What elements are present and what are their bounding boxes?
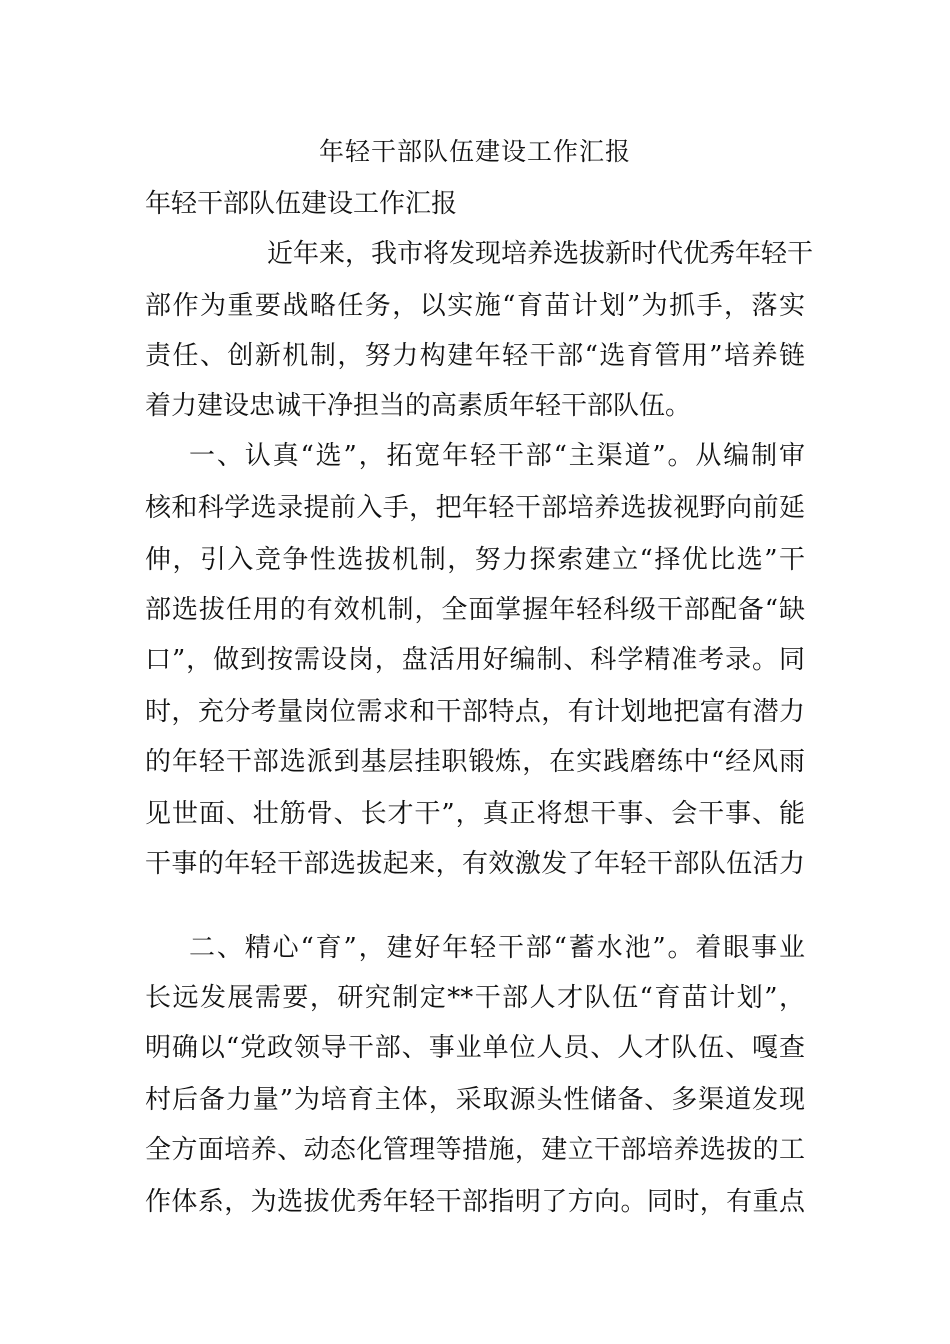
- paragraph-line: 核和科学选录提前入手，把年轻干部培养选拔视野向前延: [145, 493, 805, 523]
- paragraph-line: 伸，引入竞争性选拔机制，努力探索建立“择优比选”干: [145, 545, 805, 575]
- paragraph-line: 长远发展需要，研究制定**干部人才队伍“育苗计划”，: [145, 983, 805, 1013]
- paragraph-line: 近年来，我市将发现培养选拔新时代优秀年轻干: [267, 239, 814, 269]
- paragraph-line: 时，充分考量岗位需求和干部特点，有计划地把富有潜力: [145, 697, 805, 727]
- paragraph-line: 作体系，为选拔优秀年轻干部指明了方向。同时，有重点: [145, 1187, 805, 1217]
- document-title: 年轻干部队伍建设工作汇报: [318, 137, 631, 166]
- paragraph-line: 村后备力量”为培育主体，采取源头性储备、多渠道发现: [145, 1085, 805, 1115]
- paragraph-line: 见世面、壮筋骨、长才干”，真正将想干事、会干事、能: [145, 799, 805, 829]
- paragraph-line: 的年轻干部选派到基层挂职锻炼，在实践磨练中“经风雨: [145, 747, 805, 777]
- paragraph-line: 责任、创新机制，努力构建年轻干部“选育管用”培养链: [145, 341, 805, 371]
- paragraph-line: 干事的年轻干部选拔起来，有效激发了年轻干部队伍活力: [145, 849, 805, 879]
- document-subtitle: 年轻干部队伍建设工作汇报: [145, 189, 458, 219]
- paragraph-line: 二、精心“育”，建好年轻干部“蓄水池”。着眼事业: [189, 933, 805, 963]
- paragraph-line: 部作为重要战略任务，以实施“育苗计划”为抓手，落实: [145, 291, 805, 321]
- paragraph-line: 着力建设忠诚干净担当的高素质年轻干部队伍。: [145, 391, 692, 421]
- paragraph-line: 一、认真“选”，拓宽年轻干部“主渠道”。从编制审: [189, 441, 805, 471]
- paragraph-line: 部选拔任用的有效机制，全面掌握年轻科级干部配备“缺: [145, 595, 805, 625]
- paragraph-line: 明确以“党政领导干部、事业单位人员、人才队伍、嘎查: [145, 1033, 805, 1063]
- paragraph-line: 全方面培养、动态化管理等措施，建立干部培养选拔的工: [145, 1135, 805, 1165]
- paragraph-line: 口”，做到按需设岗，盘活用好编制、科学精准考录。同: [145, 645, 805, 675]
